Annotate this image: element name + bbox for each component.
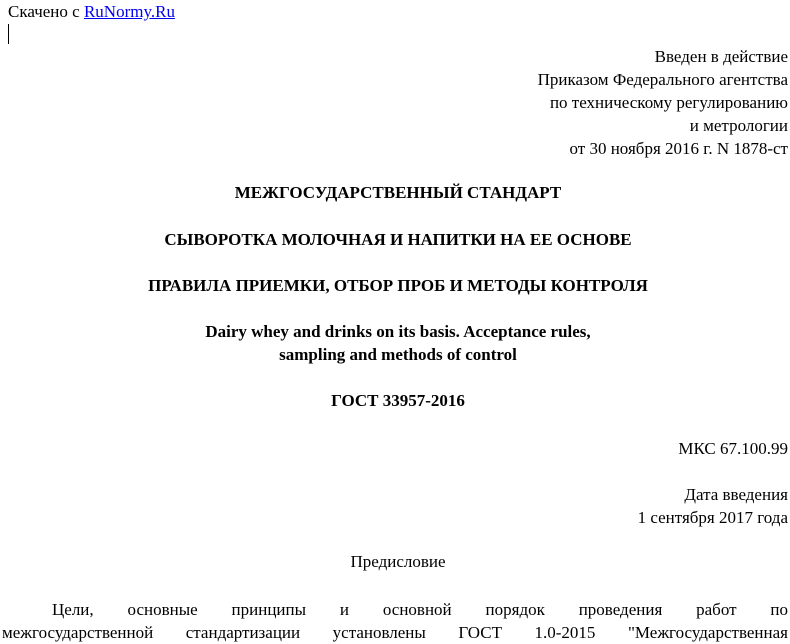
enactment-line: Введен в действие [654, 47, 788, 66]
enactment-line: по техническому регулированию [549, 93, 788, 112]
enactment-block [538, 45, 788, 160]
preface-paragraph [2, 598, 788, 644]
introduction-date-value: 1 сентября 2017 года [637, 508, 788, 527]
text-cursor [8, 24, 9, 44]
download-source-prefix: Скачено с [8, 2, 84, 21]
document-subtitle: ПРАВИЛА ПРИЕМКИ, ОТБОР ПРОБ И МЕТОДЫ КОНТРОЛЯ [148, 276, 648, 295]
document-title: СЫВОРОТКА МОЛОЧНАЯ И НАПИТКИ НА ЕЕ ОСНОВЕ [164, 230, 632, 249]
site-link[interactable]: RuNormy.Ru [83, 2, 175, 21]
introduction-date-label: Дата введения [684, 485, 788, 504]
enactment-line: и метрологии [689, 116, 788, 135]
preface-heading: Предисловие [350, 552, 446, 571]
mks-code: МКС 67.100.99 [678, 439, 788, 458]
standard-type-heading: МЕЖГОСУДАРСТВЕННЫЙ СТАНДАРТ [234, 183, 562, 202]
preface-line-2: межгосударственной стандартизации установлены ГОСТ 1.0-2015 "Межгосударственная [2, 623, 788, 642]
enactment-line: Приказом Федерального агентства [537, 70, 788, 89]
enactment-line: от 30 ноября 2016 г. N 1878-ст [569, 139, 788, 158]
preface-line-1: Цели, основные принципы и основной порядок проведения работ по [52, 600, 788, 619]
introduction-date-block [638, 483, 788, 529]
download-source-line [8, 2, 175, 22]
english-title-line-1: Dairy whey and drinks on its basis. Acceptance rules, [205, 322, 591, 341]
mks-classification [678, 437, 788, 460]
english-title-line-2: sampling and methods of control [279, 345, 517, 364]
gost-number: ГОСТ 33957-2016 [331, 391, 465, 410]
